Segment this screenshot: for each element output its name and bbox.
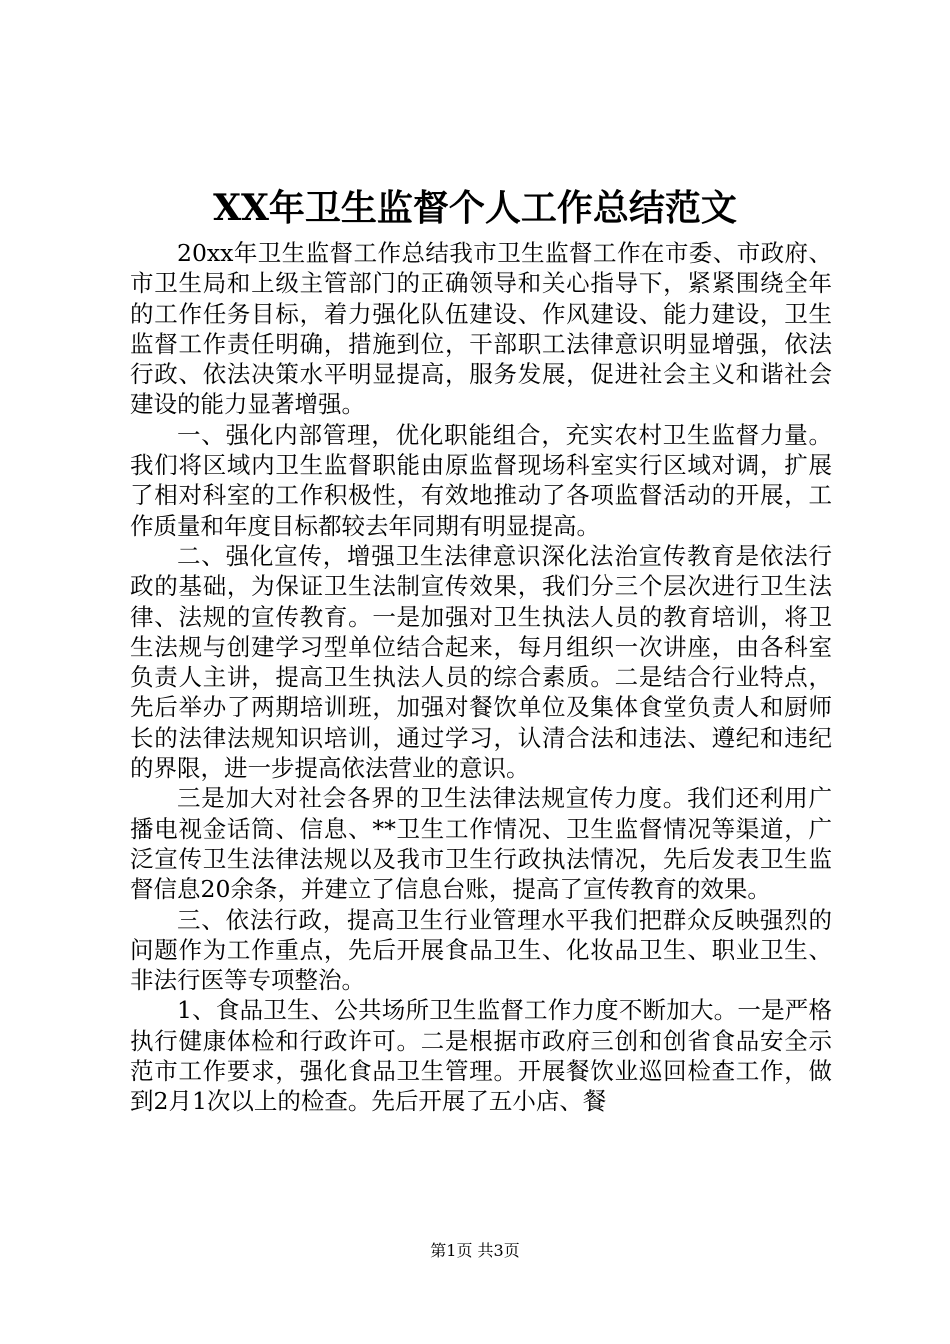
paragraph-section-2-part-3: 三是加大对社会各界的卫生法律法规宣传力度。我们还利用广播电视金话筒、信息、**卫生工作情况、卫生监督情况等渠道，广泛宣传卫生法律法规以及我市卫生行政执法情况，先后发表卫生监督信息20余条，并建立了信息台账，提高了宣传教育的效果。	[130, 784, 832, 904]
paragraph-section-3-item-1: 1、食品卫生、公共场所卫生监督工作力度不断加大。一是严格执行健康体检和行政许可。二是根据市政府三创和创省食品安全示范市工作要求，强化食品卫生管理。开展餐饮业巡回检查工作，做到2月1次以上的检查。先后开展了五小店、餐	[130, 996, 832, 1116]
paragraph-intro: 20xx年卫生监督工作总结我市卫生监督工作在市委、市政府、市卫生局和上级主管部门的正确领导和关心指导下，紧紧围绕全年的工作任务目标，着力强化队伍建设、作风建设、能力建设，卫生监督工作责任明确，措施到位，干部职工法律意识明显增强，依法行政、依法决策水平明显提高，服务发展，促进社会主义和谐社会建设的能力显著增强。	[130, 239, 832, 419]
document-body	[130, 238, 832, 1117]
page-number-footer: 第1页 共3页	[430, 1241, 520, 1260]
paragraph-section-2: 二、强化宣传，增强卫生法律意识深化法治宣传教育是依法行政的基础，为保证卫生法制宣传效果，我们分三个层次进行卫生法律、法规的宣传教育。一是加强对卫生执法人员的教育培训，将卫生法规与创建学习型单位结合起来，每月组织一次讲座，由各科室负责人主讲，提高卫生执法人员的综合素质。二是结合行业特点，先后举办了两期培训班，加强对餐饮单位及集体食堂负责人和厨师长的法律法规知识培训，通过学习，认清合法和违法、遵纪和违纪的界限，进一步提高依法营业的意识。	[130, 541, 832, 783]
document-title: XX年卫生监督个人工作总结范文	[213, 187, 737, 229]
paragraph-section-3: 三、依法行政，提高卫生行业管理水平我们把群众反映强烈的问题作为工作重点，先后开展食品卫生、化妆品卫生、职业卫生、非法行医等专项整治。	[130, 905, 832, 995]
paragraph-section-1: 一、强化内部管理，优化职能组合，充实农村卫生监督力量。我们将区域内卫生监督职能由原监督现场科室实行区域对调，扩展了相对科室的工作积极性，有效地推动了各项监督活动的开展，工作质量和年度目标都较去年同期有明显提高。	[130, 420, 832, 540]
